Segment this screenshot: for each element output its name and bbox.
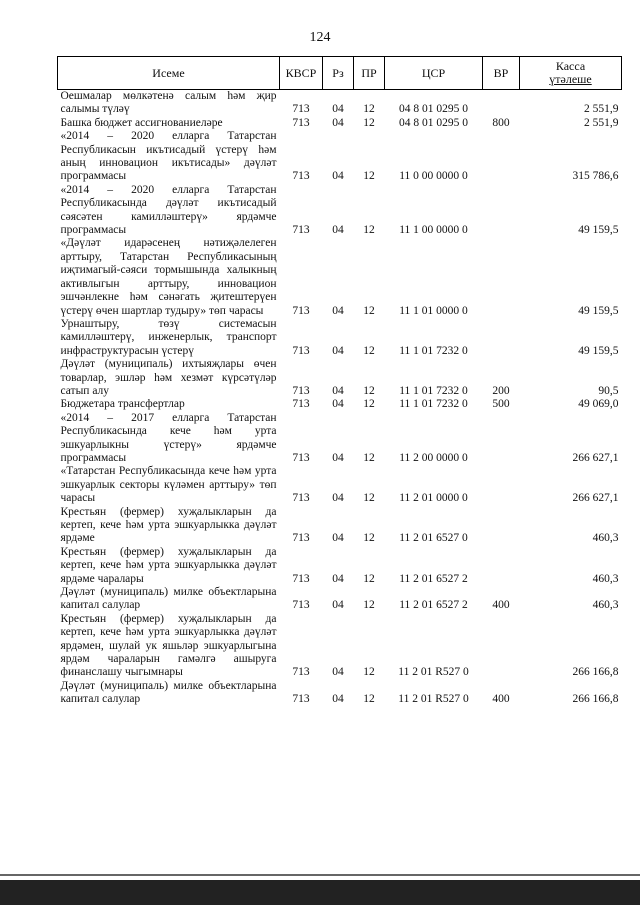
cell-name: Дәүләт (муниципаль) милке объектларына капитал салулар (60, 586, 277, 612)
cell-pr: 12 (363, 492, 375, 505)
cell-rz: 04 (332, 170, 344, 183)
cell-amount: 49 159,5 (578, 224, 619, 237)
cell-rz: 04 (332, 451, 344, 464)
cell-kvsr: 713 (292, 451, 310, 464)
table-row (58, 412, 622, 466)
cell-vr: 400 (492, 599, 510, 612)
cell-vr (483, 546, 520, 586)
cell-pr: 12 (363, 344, 375, 357)
header-name: Исеме (58, 57, 280, 90)
budget-table (57, 56, 622, 707)
cell-kvsr: 713 (292, 398, 310, 411)
cell-vr (483, 613, 520, 680)
cell-name: «2014 – 2020 елларга Татарстан Республикасында дәүләт икътисадый сәясәтен камилләштерү» ярдәмче программасы (60, 183, 277, 237)
cell-kvsr: 713 (292, 304, 310, 317)
cell-vr: 800 (492, 116, 510, 129)
cell-amount: 460,3 (592, 532, 619, 545)
cell-csr: 11 2 01 R527 0 (398, 693, 469, 706)
cell-kvsr: 713 (292, 666, 310, 679)
cell-pr: 12 (363, 384, 375, 397)
cell-name: Крестьян (фермер) хуҗалыкларын да кертеп, кече һәм урта эшкуарлыкка дәүләт ярдәмен, шулай ук яшьләр эшкуарлыгына ярдәм чараларын гамәлгә ашыруга финанслашу чыгымнары (60, 612, 277, 679)
cell-rz: 04 (332, 572, 344, 585)
cell-amount: 460,3 (592, 599, 619, 612)
cell-kvsr: 713 (292, 599, 310, 612)
cell-kvsr: 713 (292, 572, 310, 585)
scan-bottom-edge (0, 880, 640, 905)
cell-pr: 12 (363, 666, 375, 679)
cell-kvsr: 713 (292, 116, 310, 129)
header-kassa-line1: Касса (555, 59, 586, 73)
cell-vr: 200 (492, 384, 510, 397)
cell-rz: 04 (332, 103, 344, 116)
cell-amount: 266 627,1 (572, 492, 619, 505)
cell-pr: 12 (363, 572, 375, 585)
cell-pr: 12 (363, 693, 375, 706)
table-row (58, 586, 622, 613)
table-row (58, 237, 622, 317)
header-kassa (520, 57, 622, 90)
cell-name: Оешмалар мөлкәтенә салым һәм җир салымы түләү (60, 90, 277, 116)
cell-pr: 12 (363, 451, 375, 464)
cell-name: Башка бюджет ассигнованиеләре (60, 116, 223, 129)
cell-amount: 266 166,8 (572, 693, 619, 706)
header-csr: ЦСР (385, 57, 483, 90)
cell-name: «2014 – 2017 елларга Татарстан Республикасында кече һәм урта эшкуарлыкны үстерү» ярдәмче программасы (60, 411, 277, 464)
table-row (58, 613, 622, 680)
cell-pr: 12 (363, 170, 375, 183)
cell-pr: 12 (363, 599, 375, 612)
cell-rz: 04 (332, 599, 344, 612)
cell-vr (483, 130, 520, 184)
cell-csr: 11 2 01 6527 2 (399, 572, 468, 585)
table-row (58, 90, 622, 117)
cell-pr: 12 (363, 532, 375, 545)
cell-amount: 460,3 (592, 572, 619, 585)
table-row (58, 398, 622, 411)
cell-pr: 12 (363, 103, 375, 116)
cell-amount: 49 159,5 (578, 344, 619, 357)
cell-rz: 04 (332, 344, 344, 357)
cell-csr: 11 2 01 0000 0 (399, 492, 468, 505)
cell-name: Крестьян (фермер) хуҗалыкларын да кертеп, кече һәм урта эшкуарлыкка дәүләт ярдәме чаралары (60, 545, 277, 585)
cell-vr: 500 (492, 398, 510, 411)
table-row (58, 506, 622, 546)
cell-rz: 04 (332, 398, 344, 411)
header-kassa-line2: үтәлеше (549, 72, 592, 86)
cell-kvsr: 713 (292, 103, 310, 116)
cell-csr: 11 1 01 7232 0 (399, 398, 468, 411)
table-body (58, 90, 622, 707)
cell-vr (483, 237, 520, 317)
cell-csr: 11 1 01 7232 0 (399, 384, 468, 397)
table-row (58, 318, 622, 358)
cell-name: «Дәүләт идарәсенең нәтиҗәлелеген арттыру, Татарстан Республикасының иҗтимагый-сәяси тормышында халыкның активлыгын арттыру, инновацион эшчәнлекне һәм сәнәгать җитештерүен үстерү өчен шартлар тудыру» төп чарасы (60, 237, 277, 317)
cell-kvsr: 713 (292, 532, 310, 545)
cell-name: Бюджетара трансфертлар (60, 398, 185, 411)
cell-rz: 04 (332, 384, 344, 397)
cell-kvsr: 713 (292, 492, 310, 505)
cell-name: Дәүләт (муниципаль) ихтыяҗлары өчен товарлар, эшләр һәм хезмәт күрсәтүләр сатып алу (60, 358, 277, 397)
cell-pr: 12 (363, 398, 375, 411)
cell-name: Крестьян (фермер) хуҗалыкларын да кертеп, кече һәм урта эшкуарлыкка дәүләт ярдәме (60, 505, 277, 545)
table-row (58, 546, 622, 586)
header-vr: ВР (483, 57, 520, 90)
cell-csr: 11 2 00 0000 0 (399, 451, 468, 464)
header-kvsr: КВСР (280, 57, 323, 90)
cell-name: Урнаштыру, төзү системасын камилләштерү, инженерлык, транспорт инфраструктурасын үстерү (60, 317, 277, 357)
cell-name: «Татарстан Республикасында кече һәм урта эшкуарлык секторы күләмен арттыру» төп чарасы (60, 465, 277, 505)
cell-csr: 04 8 01 0295 0 (399, 103, 468, 116)
header-rz: Рз (323, 57, 354, 90)
cell-amount: 266 166,8 (572, 666, 619, 679)
cell-csr: 11 2 01 R527 0 (398, 666, 469, 679)
cell-csr: 11 2 01 6527 2 (399, 599, 468, 612)
page-number: 124 (309, 30, 331, 45)
cell-vr (483, 184, 520, 238)
cell-rz: 04 (332, 693, 344, 706)
cell-kvsr: 713 (292, 170, 310, 183)
cell-pr: 12 (363, 304, 375, 317)
cell-kvsr: 713 (292, 384, 310, 397)
cell-csr: 11 2 01 6527 0 (399, 532, 468, 545)
table-row (58, 680, 622, 707)
table-row (58, 130, 622, 184)
cell-name: Дәүләт (муниципаль) милке объектларына капитал салулар (60, 679, 277, 706)
cell-vr (483, 465, 520, 505)
table-header (58, 57, 622, 90)
cell-vr (483, 506, 520, 546)
cell-amount: 90,5 (598, 384, 619, 397)
cell-rz: 04 (332, 224, 344, 237)
cell-csr: 11 1 01 0000 0 (399, 304, 468, 317)
cell-csr: 04 8 01 0295 0 (399, 116, 468, 129)
cell-amount: 49 069,0 (578, 398, 619, 411)
table-row (58, 465, 622, 505)
cell-vr (483, 318, 520, 358)
cell-amount: 49 159,5 (578, 304, 619, 317)
cell-csr: 11 1 01 7232 0 (399, 344, 468, 357)
cell-rz: 04 (332, 492, 344, 505)
cell-csr: 11 0 00 0000 0 (399, 170, 468, 183)
cell-rz: 04 (332, 116, 344, 129)
cell-amount: 266 627,1 (572, 451, 619, 464)
cell-kvsr: 713 (292, 693, 310, 706)
cell-vr (483, 90, 520, 117)
cell-rz: 04 (332, 304, 344, 317)
cell-amount: 2 551,9 (584, 116, 619, 129)
cell-amount: 2 551,9 (584, 103, 619, 116)
cell-rz: 04 (332, 666, 344, 679)
table-row (58, 184, 622, 238)
cell-kvsr: 713 (292, 344, 310, 357)
cell-vr (483, 412, 520, 466)
cell-pr: 12 (363, 116, 375, 129)
table-row (58, 117, 622, 130)
cell-csr: 11 1 00 0000 0 (399, 224, 468, 237)
cell-amount: 315 786,6 (572, 170, 619, 183)
table-row (58, 358, 622, 398)
cell-name: «2014 – 2020 елларга Татарстан Республикасын икътисадый үстерү һәм аның инновацион икътисады» дәүләт программасы (60, 130, 277, 183)
cell-rz: 04 (332, 532, 344, 545)
cell-vr: 400 (492, 693, 510, 706)
cell-pr: 12 (363, 224, 375, 237)
header-pr: ПР (354, 57, 385, 90)
cell-kvsr: 713 (292, 224, 310, 237)
